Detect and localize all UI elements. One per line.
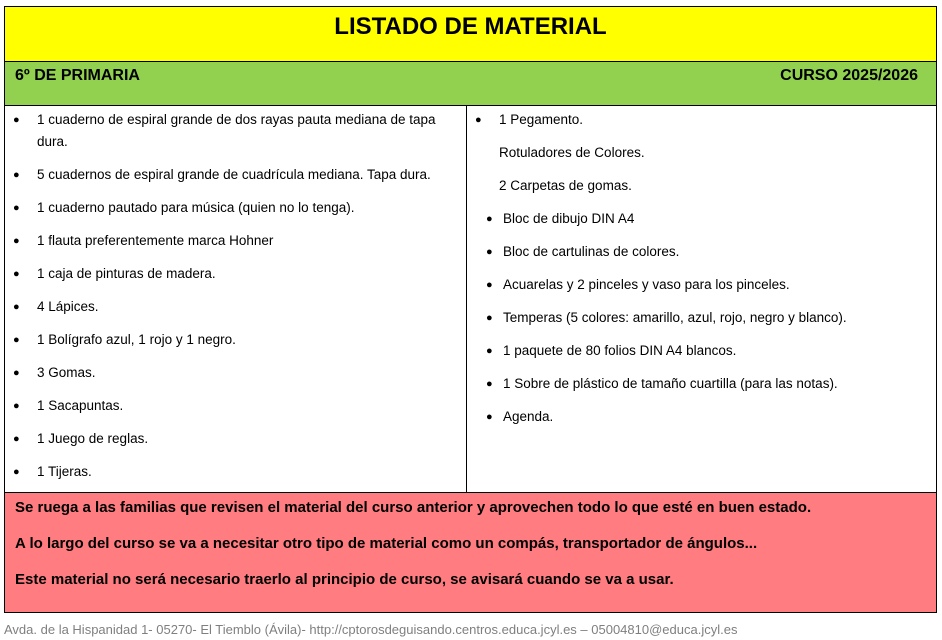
list-item: 2 Carpetas de gomas.: [499, 178, 632, 193]
list-item: ● 1 Tijeras.: [5, 461, 466, 483]
bullet-icon: ●: [486, 213, 493, 225]
bullet-icon: ●: [13, 235, 20, 247]
list-item: ● 1 caja de pinturas de madera.: [5, 263, 466, 285]
right-material-list: [467, 109, 936, 428]
bullet-icon: ●: [475, 114, 482, 126]
bullet-icon: ●: [13, 301, 20, 313]
list-item: ● 1 flauta preferentemente marca Hohner: [5, 230, 466, 252]
list-item: ● Temperas (5 colores: amarillo, azul, rojo, negro y blanco).: [467, 307, 936, 329]
list-item: ● Agenda.: [467, 406, 936, 428]
bullet-icon: ●: [13, 169, 20, 181]
list-item: ● Acuarelas y 2 pinceles y vaso para los pinceles.: [467, 274, 936, 296]
list-item: ● 1 Bolígrafo azul, 1 rojo y 1 negro.: [5, 329, 466, 351]
list-item: ● 1 Sobre de plástico de tamaño cuartilla (para las notas).: [467, 373, 936, 395]
list-item: ● Bloc de dibujo DIN A4: [467, 208, 936, 230]
list-item: ● Bloc de cartulinas de colores.: [467, 241, 936, 263]
bullet-icon: ●: [486, 246, 493, 258]
list-item: ● 1 cuaderno de espiral grande de dos rayas pauta mediana de tapa dura.: [5, 109, 466, 153]
title-row: [5, 7, 936, 62]
left-column: [5, 106, 467, 492]
list-item: ● 4 Lápices.: [5, 296, 466, 318]
note-text: A lo largo del curso se va a necesitar otro tipo de material como un compás, transportador de ángulos...: [15, 535, 758, 552]
bullet-icon: ●: [13, 367, 20, 379]
grade-row: [5, 62, 936, 106]
list-item: ● 3 Gomas.: [5, 362, 466, 384]
bullet-icon: ●: [13, 334, 20, 346]
material-list-table: [4, 6, 937, 613]
list-item: ● 1 cuaderno pautado para música (quien no lo tenga).: [5, 197, 466, 219]
list-item: ● 1 Pegamento.: [467, 109, 936, 131]
bullet-icon: ●: [486, 378, 493, 390]
bullet-icon: ●: [13, 433, 20, 445]
grade-label: 6º DE PRIMARIA: [15, 67, 140, 84]
material-lists: [5, 106, 936, 493]
bullet-icon: ●: [486, 279, 493, 291]
list-item: ● 1 Sacapuntas.: [5, 395, 466, 417]
list-item: ● 1 Juego de reglas.: [5, 428, 466, 450]
bullet-icon: ●: [486, 345, 493, 357]
list-item: ● 1 paquete de 80 folios DIN A4 blancos.: [467, 340, 936, 362]
left-material-list: [5, 109, 466, 483]
note-text: Se ruega a las familias que revisen el material del curso anterior y aprovechen todo lo que esté en buen estado.: [15, 499, 812, 516]
bullet-icon: ●: [13, 114, 20, 126]
page-title: LISTADO DE MATERIAL: [334, 13, 607, 40]
bullet-icon: ●: [13, 268, 20, 280]
bullet-icon: ●: [486, 411, 493, 423]
bullet-icon: ●: [13, 202, 20, 214]
bullet-icon: ●: [13, 400, 20, 412]
footer-address: Avda. de la Hispanidad 1- 05270- El Tiemblo (Ávila)- http://cptorosdeguisando.centros.educa.jcyl.es – 05004810@educa.jcyl.es: [4, 622, 738, 637]
course-label: CURSO 2025/2026: [780, 67, 918, 84]
note-text: Este material no será necesario traerlo al principio de curso, se avisará cuando se va a usar.: [15, 571, 674, 588]
list-item: Rotuladores de Colores.: [499, 145, 645, 160]
right-column: [467, 106, 936, 492]
notes-section: [5, 493, 936, 612]
bullet-icon: ●: [486, 312, 493, 324]
bullet-icon: ●: [13, 466, 20, 478]
list-item: ● 5 cuadernos de espiral grande de cuadrícula mediana. Tapa dura.: [5, 164, 466, 186]
